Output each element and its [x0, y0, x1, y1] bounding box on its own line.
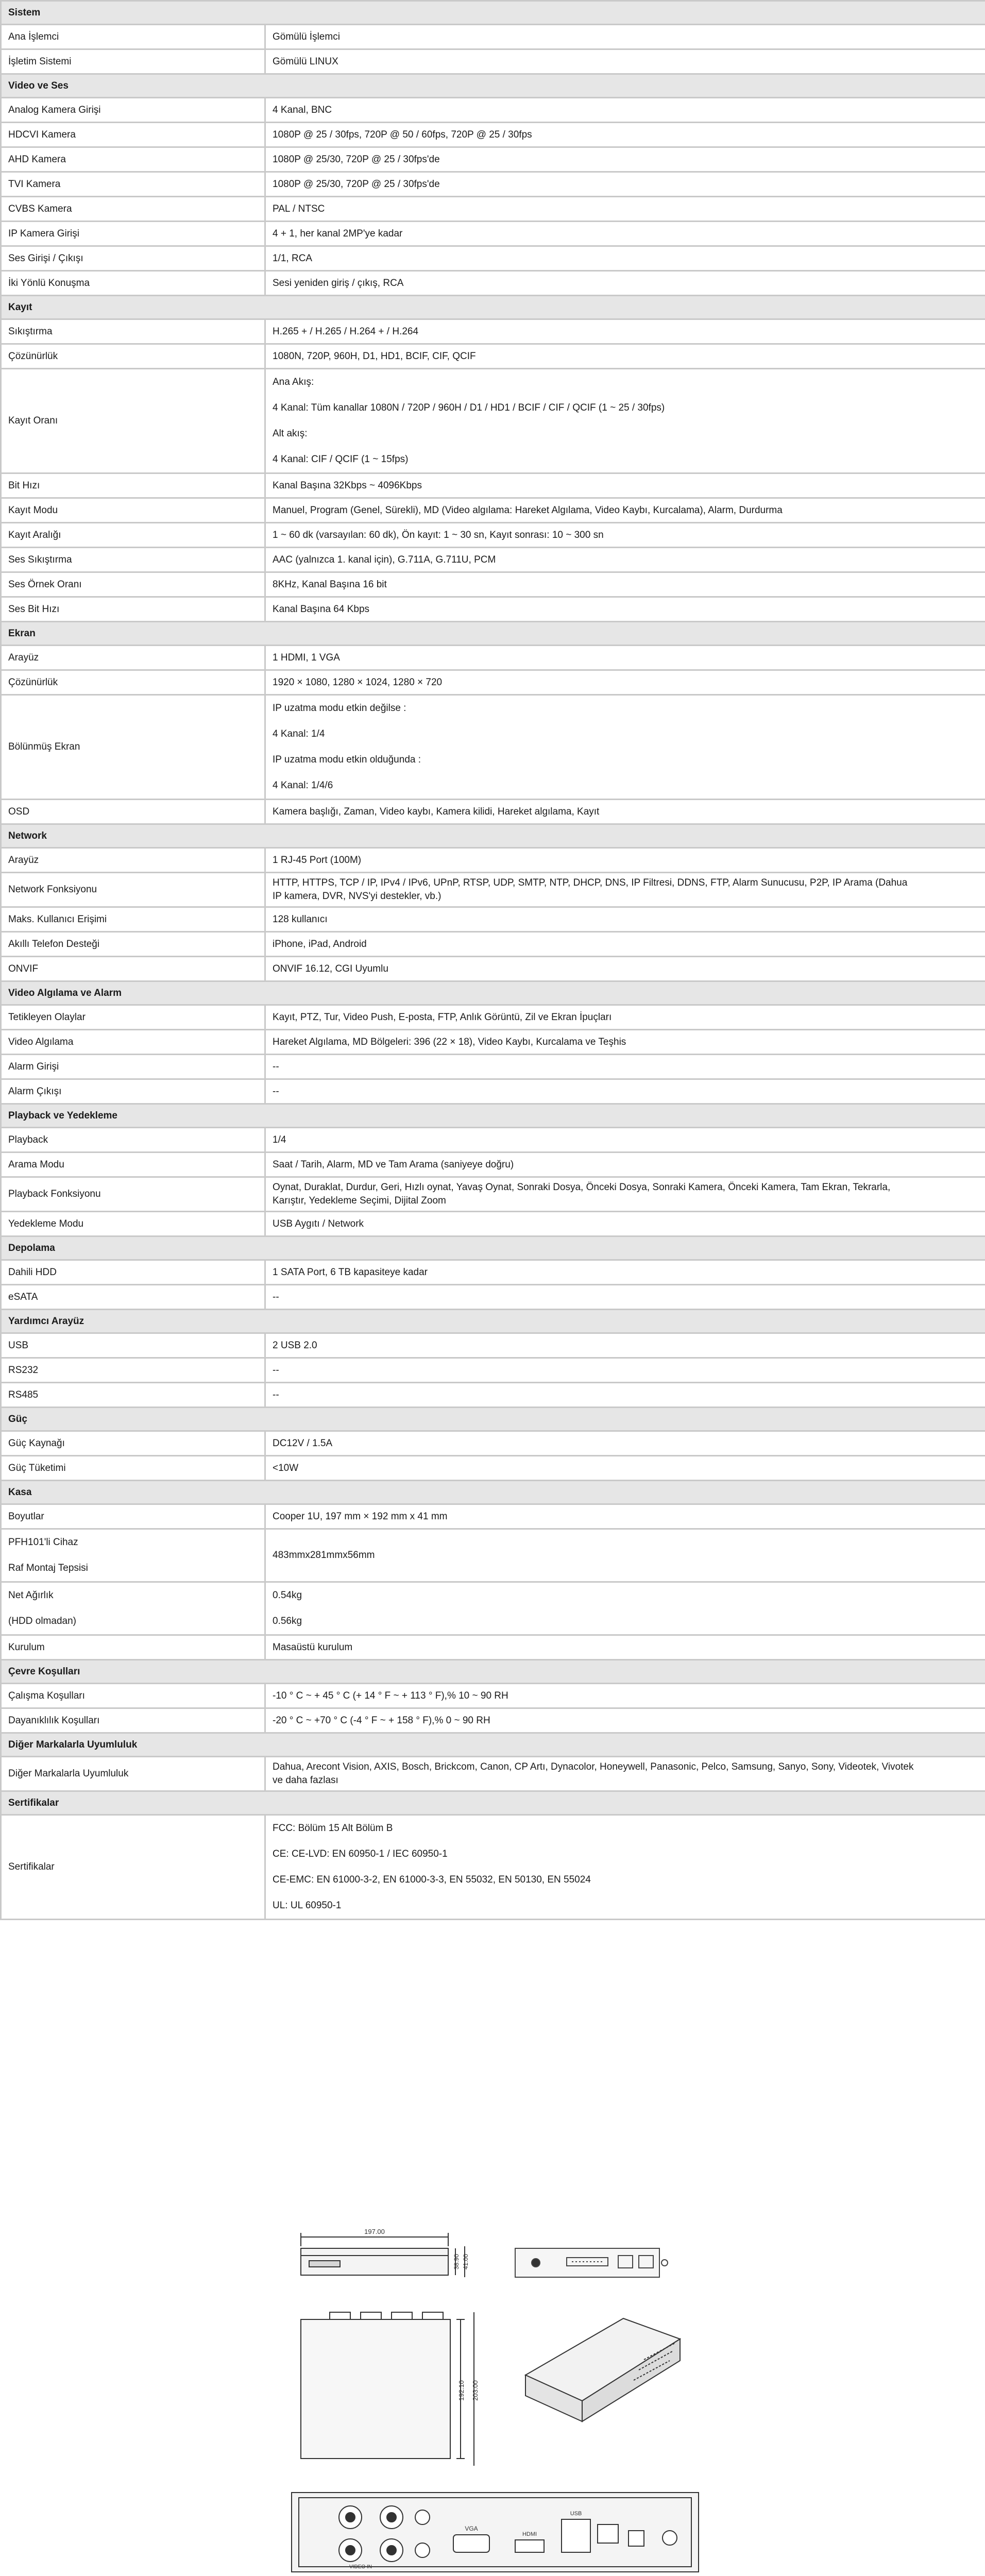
rear-label-hdmi: HDMI	[522, 2531, 537, 2537]
spec-value: --	[265, 1383, 985, 1408]
spec-value: 8KHz, Kanal Başına 16 bit	[265, 572, 985, 597]
section-header-row	[1, 1236, 985, 1260]
spec-row	[1, 49, 985, 74]
spec-label: Sertifikalar	[1, 1815, 265, 1920]
spec-label: Ses Girişi / Çıkışı	[1, 246, 265, 271]
spec-label: Kayıt Aralığı	[1, 523, 265, 548]
isometric-view-drawing	[525, 2318, 680, 2421]
spec-row	[1, 271, 985, 296]
spec-value: -20 ° C ~ +70 ° C (-4 ° F ~ + 158 ° F),% 0 ~ 90 RH	[265, 1708, 985, 1733]
spec-label: Ses Sıkıştırma	[1, 548, 265, 572]
spec-row	[1, 1815, 985, 1920]
spec-label: Network Fonksiyonu	[1, 873, 265, 907]
spec-value: --	[265, 1358, 985, 1383]
spec-value: 2 USB 2.0	[265, 1333, 985, 1358]
spec-row	[1, 369, 985, 473]
spec-value: 1080N, 720P, 960H, D1, HD1, BCIF, CIF, QCIF	[265, 344, 985, 369]
spec-value: --	[265, 1285, 985, 1310]
spec-row	[1, 147, 985, 172]
spec-label: Ses Bit Hızı	[1, 597, 265, 622]
spec-row	[1, 1456, 985, 1481]
section-header-row	[1, 1481, 985, 1504]
section-title: Playback ve Yedekleme	[1, 1104, 985, 1128]
spec-value-cell	[265, 1177, 985, 1212]
spec-value-line: IP uzatma modu etkin olduğunda :	[273, 754, 421, 765]
spec-label: (HDD olmadan)	[8, 1616, 76, 1626]
spec-label: Kayıt Modu	[1, 498, 265, 523]
spec-row	[1, 907, 985, 932]
spec-value-cell	[265, 369, 985, 473]
spec-value: 1 ~ 60 dk (varsayılan: 60 dk), Ön kayıt: 1 ~ 30 sn, Kayıt sonrası: 10 ~ 300 sn	[265, 523, 985, 548]
spec-label: Video Algılama	[1, 1030, 265, 1055]
spec-label: Bölünmüş Ekran	[1, 695, 265, 800]
section-title: Video Algılama ve Alarm	[1, 981, 985, 1005]
spec-value-cell	[265, 695, 985, 800]
spec-value: 1/4	[265, 1128, 985, 1153]
spec-row	[1, 695, 985, 800]
section-title: Sistem	[1, 1, 985, 25]
rear-panel-drawing	[292, 2493, 699, 2572]
spec-value: --	[265, 1079, 985, 1104]
section-header-row	[1, 1310, 985, 1333]
section-header-row	[1, 1733, 985, 1757]
spec-label: RS232	[1, 1358, 265, 1383]
spec-value-cell	[265, 873, 985, 907]
spec-value: 483mmx281mmx56mm	[265, 1529, 985, 1582]
spec-row	[1, 646, 985, 670]
spec-label: Güç Tüketimi	[1, 1456, 265, 1481]
spec-label-cell	[1, 1529, 265, 1582]
spec-value: Hareket Algılama, MD Bölgeleri: 396 (22 × 18), Video Kaybı, Kurcalama ve Teşhis	[265, 1030, 985, 1055]
spec-label: IP Kamera Girişi	[1, 222, 265, 246]
spec-value: 4 Kanal, BNC	[265, 98, 985, 123]
spec-row	[1, 932, 985, 957]
spec-row	[1, 1177, 985, 1212]
spec-label: TVI Kamera	[1, 172, 265, 197]
spec-value-line: 4 Kanal: CIF / QCIF (1 ~ 15fps)	[273, 454, 409, 465]
section-header-row	[1, 622, 985, 646]
spec-label: Sıkıştırma	[1, 319, 265, 344]
section-title: Depolama	[1, 1236, 985, 1260]
spec-value-wrap	[273, 1757, 985, 1790]
spec-label: RS485	[1, 1383, 265, 1408]
spec-label: Akıllı Telefon Desteği	[1, 932, 265, 957]
spec-label: Maks. Kullanıcı Erişimi	[1, 907, 265, 932]
spec-row	[1, 172, 985, 197]
spec-label: Çözünürlük	[1, 670, 265, 695]
spec-value-line: 4 Kanal: Tüm kanallar 1080N / 720P / 960H / D1 / HD1 / BCIF / CIF / QCIF (1 ~ 25 / 30fps)	[273, 402, 665, 413]
spec-value: Gömülü İşlemci	[265, 25, 985, 49]
spec-value: 1 RJ-45 Port (100M)	[265, 848, 985, 873]
section-title: Güç	[1, 1408, 985, 1431]
dimension-drawings	[0, 2226, 985, 2576]
spec-value-line: HTTP, HTTPS, TCP / IP, IPv4 / IPv6, UPnP, RTSP, UDP, SMTP, NTP, DHCP, DNS, IP Filtresi, DDNS, FTP, Alarm Sunucusu, P2P, IP Arama (Dahua	[273, 877, 908, 888]
spec-label: İşletim Sistemi	[1, 49, 265, 74]
spec-label: Playback	[1, 1128, 265, 1153]
rear-strip-drawing	[515, 2248, 668, 2277]
spec-row	[1, 25, 985, 49]
rear-label-vga: VGA	[465, 2525, 478, 2532]
spec-label-cell	[1, 1582, 265, 1635]
spec-label: Arayüz	[1, 646, 265, 670]
section-header-row	[1, 1104, 985, 1128]
spec-value: Kayıt, PTZ, Tur, Video Push, E-posta, FTP, Anlık Görüntü, Zil ve Ekran İpuçları	[265, 1005, 985, 1030]
spec-row	[1, 548, 985, 572]
section-header-row	[1, 296, 985, 319]
spec-label: CVBS Kamera	[1, 197, 265, 222]
spec-row	[1, 1529, 985, 1582]
spec-row	[1, 1431, 985, 1456]
spec-row	[1, 1708, 985, 1733]
spec-label: Dahili HDD	[1, 1260, 265, 1285]
spec-row	[1, 1005, 985, 1030]
spec-value: 1/1, RCA	[265, 246, 985, 271]
spec-row	[1, 1582, 985, 1635]
rear-label-usb: USB	[570, 2511, 582, 2517]
spec-value-line: 0.54kg	[273, 1590, 302, 1601]
spec-value-line: Oynat, Duraklat, Durdur, Geri, Hızlı oynat, Yavaş Oynat, Sonraki Dosya, Önceki Dosya, Sonraki Kamera, Önceki Kamera, Tam Ekran, Tekrarla,	[273, 1182, 891, 1193]
spec-row	[1, 473, 985, 498]
spec-row	[1, 572, 985, 597]
spec-value: H.265 + / H.265 / H.264 + / H.264	[265, 319, 985, 344]
technical-drawings-svg	[0, 2226, 985, 2576]
section-title: Yardımcı Arayüz	[1, 1310, 985, 1333]
spec-value: 1080P @ 25 / 30fps, 720P @ 50 / 60fps, 720P @ 25 / 30fps	[265, 123, 985, 147]
spec-label: Arama Modu	[1, 1153, 265, 1177]
spec-value-line: Ana Akış:	[273, 377, 314, 387]
spec-value: Sesi yeniden giriş / çıkış, RCA	[265, 271, 985, 296]
section-title: Diğer Markalarla Uyumluluk	[1, 1733, 985, 1757]
spec-label: Alarm Çıkışı	[1, 1079, 265, 1104]
spec-row	[1, 498, 985, 523]
spec-value-line: 0.56kg	[273, 1616, 302, 1626]
rear-label-video-in: VIDEO IN	[349, 2564, 372, 2570]
spec-value-line: CE-EMC: EN 61000-3-2, EN 61000-3-3, EN 55032, EN 50130, EN 55024	[273, 1874, 591, 1885]
spec-row	[1, 1635, 985, 1660]
spec-row	[1, 800, 985, 824]
spec-row	[1, 319, 985, 344]
spec-value: --	[265, 1055, 985, 1079]
spec-value: Saat / Tarih, Alarm, MD ve Tam Arama (saniyeye doğru)	[265, 1153, 985, 1177]
spec-label: Dayanıklılık Koşulları	[1, 1708, 265, 1733]
spec-row	[1, 344, 985, 369]
spec-value-line: Dahua, Arecont Vision, AXIS, Bosch, Brickcom, Canon, CP Artı, Dynacolor, Honeywell, Panasonic, Pelco, Samsung, Sanyo, Sony, Videotek, Vivotek	[273, 1761, 914, 1772]
spec-value-line: IP uzatma modu etkin değilse :	[273, 703, 406, 714]
spec-value: AAC (yalnızca 1. kanal için), G.711A, G.711U, PCM	[265, 548, 985, 572]
spec-value-wrap	[273, 1178, 985, 1211]
section-header-row	[1, 74, 985, 98]
spec-row	[1, 1055, 985, 1079]
spec-row	[1, 848, 985, 873]
spec-label: PFH101'li Cihaz	[8, 1537, 78, 1548]
spec-label: Diğer Markalarla Uyumluluk	[1, 1757, 265, 1791]
spec-label: Güç Kaynağı	[1, 1431, 265, 1456]
height-dimension-label-2: 41.00	[462, 2253, 469, 2270]
spec-value: 1080P @ 25/30, 720P @ 25 / 30fps'de	[265, 172, 985, 197]
spec-label: Bit Hızı	[1, 473, 265, 498]
spec-value-cell	[265, 1815, 985, 1920]
spec-row	[1, 1333, 985, 1358]
spec-label: Alarm Girişi	[1, 1055, 265, 1079]
spec-row	[1, 1260, 985, 1285]
spec-value-line: ve daha fazlası	[273, 1775, 338, 1786]
spec-value: 4 + 1, her kanal 2MP'ye kadar	[265, 222, 985, 246]
spec-label: Playback Fonksiyonu	[1, 1177, 265, 1212]
spec-value: USB Aygıtı / Network	[265, 1212, 985, 1236]
spec-row	[1, 123, 985, 147]
spec-label: Tetikleyen Olaylar	[1, 1005, 265, 1030]
depth-dimension-label: 192.10	[457, 2380, 465, 2401]
spec-value-line: 4 Kanal: 1/4/6	[273, 780, 333, 791]
front-view-drawing	[301, 2233, 465, 2277]
spec-row	[1, 597, 985, 622]
section-header-row	[1, 981, 985, 1005]
section-title: Çevre Koşulları	[1, 1660, 985, 1684]
spec-label: Çözünürlük	[1, 344, 265, 369]
section-header-row	[1, 1660, 985, 1684]
spec-row	[1, 1285, 985, 1310]
spec-label: eSATA	[1, 1285, 265, 1310]
spec-value: ONVIF 16.12, CGI Uyumlu	[265, 957, 985, 981]
spec-row	[1, 670, 985, 695]
height-dimension-label-1: 38.90	[453, 2253, 460, 2270]
section-title: Ekran	[1, 622, 985, 646]
section-header-row	[1, 824, 985, 848]
spec-row	[1, 1504, 985, 1529]
spec-row	[1, 1153, 985, 1177]
spec-label: Ses Örnek Oranı	[1, 572, 265, 597]
section-title: Network	[1, 824, 985, 848]
spec-row	[1, 222, 985, 246]
spec-label: Raf Montaj Tepsisi	[8, 1563, 88, 1573]
section-title: Video ve Ses	[1, 74, 985, 98]
spec-row	[1, 873, 985, 907]
spec-label: AHD Kamera	[1, 147, 265, 172]
spec-value: 1 SATA Port, 6 TB kapasiteye kadar	[265, 1260, 985, 1285]
spec-value: 128 kullanıcı	[265, 907, 985, 932]
spec-label: Yedekleme Modu	[1, 1212, 265, 1236]
spec-value: Kanal Başına 32Kbps ~ 4096Kbps	[265, 473, 985, 498]
spec-value: Gömülü LINUX	[265, 49, 985, 74]
spec-value: 1920 × 1080, 1280 × 1024, 1280 × 720	[265, 670, 985, 695]
spec-label: USB	[1, 1333, 265, 1358]
spec-label: OSD	[1, 800, 265, 824]
spec-label: HDCVI Kamera	[1, 123, 265, 147]
section-header-row	[1, 1791, 985, 1815]
spec-label: ONVIF	[1, 957, 265, 981]
width-dimension-label: 197.00	[364, 2228, 385, 2235]
spec-value-line: 4 Kanal: 1/4	[273, 728, 325, 739]
spec-value: PAL / NTSC	[265, 197, 985, 222]
top-view-drawing	[301, 2312, 474, 2466]
spec-row	[1, 1030, 985, 1055]
spec-value-line: Karıştır, Yedekleme Seçimi, Dijital Zoom	[273, 1195, 446, 1206]
spec-label: Analog Kamera Girişi	[1, 98, 265, 123]
section-title: Kasa	[1, 1481, 985, 1504]
spec-value-cell	[265, 1582, 985, 1635]
spec-value-cell	[265, 1757, 985, 1791]
spec-value: Masaüstü kurulum	[265, 1635, 985, 1660]
spec-row	[1, 1212, 985, 1236]
spec-row	[1, 197, 985, 222]
spec-value: DC12V / 1.5A	[265, 1431, 985, 1456]
spec-label: Kayıt Oranı	[1, 369, 265, 473]
spec-label: Net Ağırlık	[8, 1590, 54, 1601]
spec-row	[1, 1684, 985, 1708]
spec-row	[1, 1358, 985, 1383]
spec-label: Ana İşlemci	[1, 25, 265, 49]
spec-row	[1, 1128, 985, 1153]
spec-value-line: CE: CE-LVD: EN 60950-1 / IEC 60950-1	[273, 1849, 448, 1859]
spec-row	[1, 523, 985, 548]
spec-value-line: FCC: Bölüm 15 Alt Bölüm B	[273, 1823, 393, 1834]
spec-value-wrap	[273, 873, 985, 906]
spec-value-line: IP kamera, DVR, NVS'yi destekler, vb.)	[273, 891, 441, 902]
spec-value: Kanal Başına 64 Kbps	[265, 597, 985, 622]
spec-value-line: UL: UL 60950-1	[273, 1900, 342, 1911]
spec-label: İki Yönlü Konuşma	[1, 271, 265, 296]
section-title: Kayıt	[1, 296, 985, 319]
section-title: Sertifikalar	[1, 1791, 985, 1815]
spec-row	[1, 1079, 985, 1104]
spec-label: Kurulum	[1, 1635, 265, 1660]
spec-value-line: Alt akış:	[273, 428, 308, 439]
spec-label: Arayüz	[1, 848, 265, 873]
section-header-row	[1, 1, 985, 25]
spec-row	[1, 957, 985, 981]
spec-value: Manuel, Program (Genel, Sürekli), MD (Video algılama: Hareket Algılama, Video Kaybı, Kurcalama), Alarm, Durdurma	[265, 498, 985, 523]
spec-row	[1, 98, 985, 123]
depth-dimension-label-2: 203.00	[471, 2380, 479, 2401]
spec-label: Boyutlar	[1, 1504, 265, 1529]
spec-value: 1080P @ 25/30, 720P @ 25 / 30fps'de	[265, 147, 985, 172]
spec-value: Kamera başlığı, Zaman, Video kaybı, Kamera kilidi, Hareket algılama, Kayıt	[265, 800, 985, 824]
spec-value: <10W	[265, 1456, 985, 1481]
spec-value: 1 HDMI, 1 VGA	[265, 646, 985, 670]
spec-label: Çalışma Koşulları	[1, 1684, 265, 1708]
spec-value: -10 ° C ~ + 45 ° C (+ 14 ° F ~ + 113 ° F),% 10 ~ 90 RH	[265, 1684, 985, 1708]
spec-value: iPhone, iPad, Android	[265, 932, 985, 957]
section-header-row	[1, 1408, 985, 1431]
spec-row	[1, 1383, 985, 1408]
spec-row	[1, 246, 985, 271]
spec-value: Cooper 1U, 197 mm × 192 mm x 41 mm	[265, 1504, 985, 1529]
spec-row	[1, 1757, 985, 1791]
